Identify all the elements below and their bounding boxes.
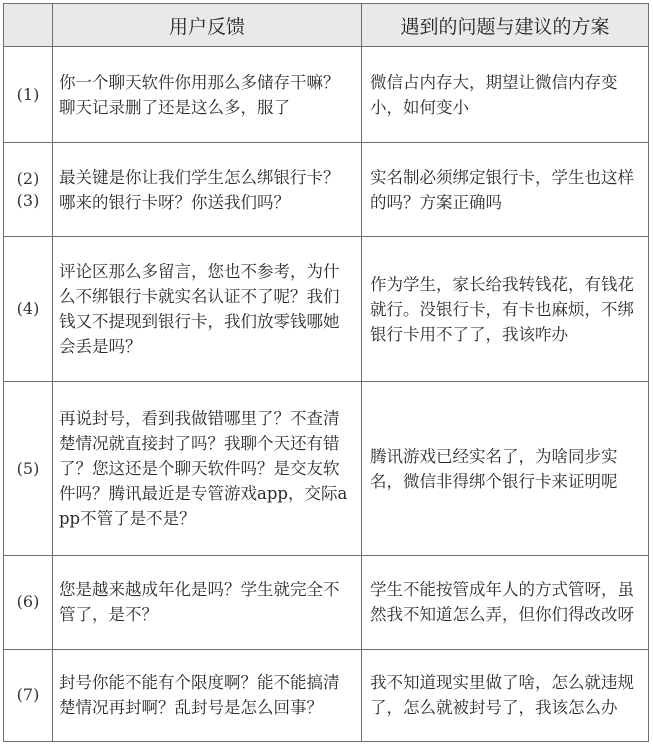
table-row bbox=[4, 382, 649, 555]
suggestion-cell: 微信占内存大，期望让微信内存变小，如何变小 bbox=[362, 47, 649, 143]
row-number: (6) bbox=[16, 592, 40, 612]
feedback-cell: 最关键是你让我们学生怎么绑银行卡？哪来的银行卡呀？你送我们吗？ bbox=[53, 143, 362, 237]
row-number-cell bbox=[4, 143, 53, 237]
suggestion-cell: 作为学生，家长给我转钱花，有钱花就行。没银行卡，有卡也麻烦，不绑银行卡用不了了，我该咋办 bbox=[362, 237, 649, 382]
suggestion-cell: 实名制必须绑定银行卡，学生也这样的吗？方案正确吗 bbox=[362, 143, 649, 237]
suggestion-cell: 腾讯游戏已经实名了，为啥同步实名，微信非得绑个银行卡来证明呢 bbox=[362, 382, 649, 555]
row-number: (4) bbox=[16, 299, 40, 319]
suggestion-cell: 我不知道现实里做了啥，怎么就违规了，怎么就被封号了，我该怎么办 bbox=[362, 649, 649, 741]
table-body bbox=[4, 47, 649, 742]
row-number-cell bbox=[4, 47, 53, 143]
feedback-cell: 封号你能不能有个限度啊？能不能搞清楚情况再封啊？乱封号是怎么回事？ bbox=[53, 649, 362, 741]
table-row bbox=[4, 649, 649, 741]
feedback-cell: 您是越来越成年化是吗？学生就完全不管了，是不？ bbox=[53, 555, 362, 649]
suggestion-cell: 学生不能按管成年人的方式管呀，虽然我不知道怎么弄，但你们得改改呀 bbox=[362, 555, 649, 649]
table-header bbox=[4, 4, 649, 47]
feedback-cell: 你一个聊天软件你用那么多储存干嘛？聊天记录删了还是这么多，服了 bbox=[53, 47, 362, 143]
header-row bbox=[4, 4, 649, 47]
row-number: (3) bbox=[16, 190, 40, 210]
header-user-feedback: 用户反馈 bbox=[53, 4, 362, 47]
header-problems-and-suggestions: 遇到的问题与建议的方案 bbox=[362, 4, 649, 47]
feedback-cell: 评论区那么多留言，您也不参考，为什么不绑银行卡就实名认证不了呢？我们钱又不提现到银行卡，我们放零钱哪她会丢是吗？ bbox=[53, 237, 362, 382]
row-number-cell bbox=[4, 649, 53, 741]
table-row bbox=[4, 47, 649, 143]
table-row bbox=[4, 237, 649, 382]
row-number-cell bbox=[4, 382, 53, 555]
row-number: (5) bbox=[16, 458, 40, 478]
feedback-table bbox=[3, 3, 649, 742]
row-number: (1) bbox=[16, 84, 40, 104]
feedback-cell: 再说封号，看到我做错哪里了？不查清楚情况就直接封了吗？我聊个天还有错了？您这还是个聊天软件吗？是交友软件吗？腾讯最近是专管游戏app，交际app不管了是不是？ bbox=[53, 382, 362, 555]
table-row bbox=[4, 555, 649, 649]
row-number-cell bbox=[4, 237, 53, 382]
table-row bbox=[4, 143, 649, 237]
row-number: (2) bbox=[16, 168, 40, 188]
row-number: (7) bbox=[16, 685, 40, 705]
row-number-cell bbox=[4, 555, 53, 649]
header-number-cell bbox=[4, 4, 53, 47]
